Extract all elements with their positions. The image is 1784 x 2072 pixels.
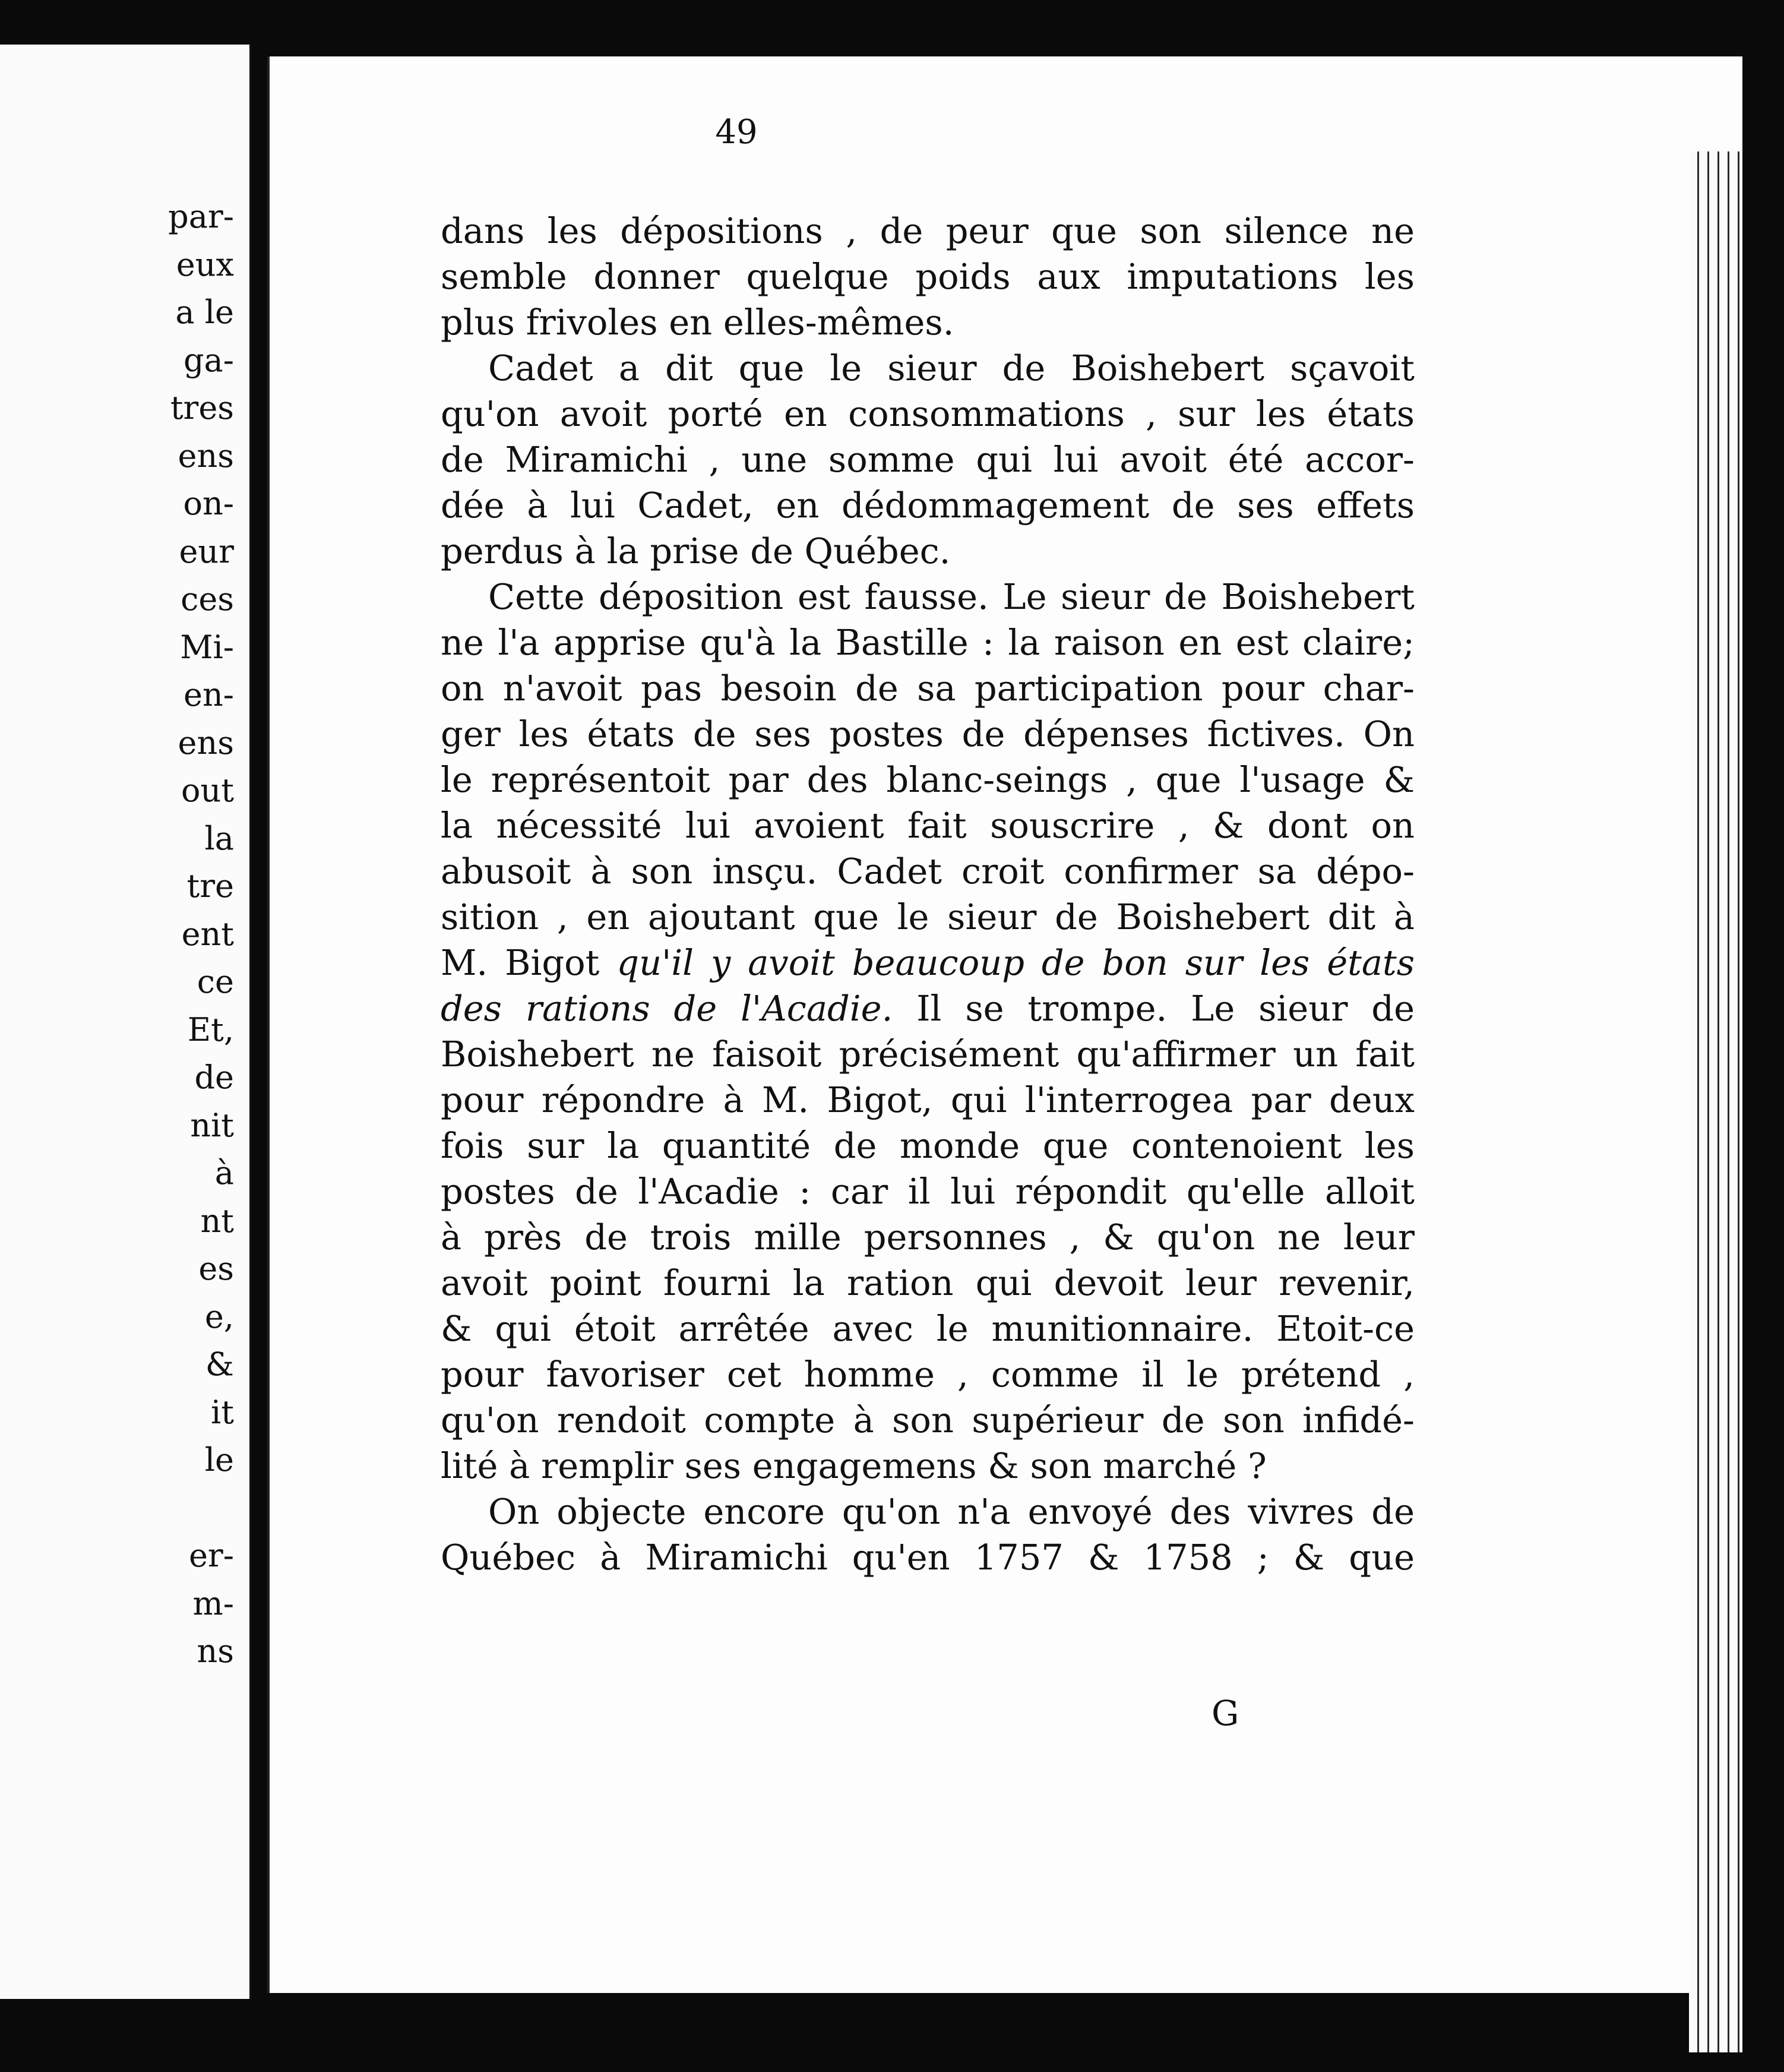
left-line: eur [179, 532, 234, 570]
left-line: la [204, 819, 234, 857]
text-line: à près de trois mille personnes , & qu'on ne leur [441, 1217, 1415, 1258]
left-line: le [204, 1441, 234, 1479]
text-line [441, 986, 1415, 1031]
left-line: Et, [187, 1010, 234, 1048]
text-line: On objecte encore qu'on n'a envoyé des vivres de [488, 1491, 1415, 1532]
italic-quote: des rations de l'Acadie. [441, 988, 893, 1029]
left-line: à [214, 1154, 234, 1192]
text-line: on n'avoit pas besoin de sa participation pour char- [441, 668, 1415, 709]
left-line: it [211, 1393, 234, 1431]
left-line: m- [192, 1584, 234, 1622]
text-line: postes de l'Acadie : car il lui répondit qu'elle alloit [441, 1171, 1415, 1212]
left-line: er- [188, 1537, 234, 1574]
left-line: tre [186, 867, 234, 905]
text-line: Cette déposition est fausse. Le sieur de Boishebert [488, 576, 1415, 617]
text-line: pour répondre à M. Bigot, qui l'interrogea par deux [441, 1079, 1415, 1120]
left-line: ens [178, 437, 234, 475]
left-line: ent [181, 915, 234, 953]
left-line: par- [168, 198, 234, 235]
text-line: le représentoit par des blanc-seings , que l'usage & [441, 759, 1415, 800]
text-line: abusoit à son insçu. Cadet croit confirmer sa dépo- [441, 851, 1415, 892]
left-line: Mi- [180, 628, 234, 666]
left-line: ce [197, 963, 234, 1000]
left-page [0, 45, 252, 1999]
text-line [441, 940, 1415, 986]
left-line: nt [200, 1202, 234, 1240]
text-line: qu'on avoit porté en consommations , sur les états [441, 393, 1415, 434]
text-line: Québec à Miramichi qu'en 1757 & 1758 ; & que [441, 1537, 1415, 1578]
text-line: pour favoriser cet homme , comme il le prétend , [441, 1354, 1415, 1395]
left-line: de [194, 1059, 234, 1096]
signature-mark: G [1212, 1693, 1239, 1733]
left-line: e, [204, 1297, 234, 1335]
text-line: dans les dépositions , de peur que son silence ne [441, 210, 1415, 251]
body-text [441, 208, 1415, 1580]
page-edge-strips [1689, 151, 1742, 2052]
text-line: ne l'a apprise qu'à la Bastille : la raison en est claire; [441, 622, 1415, 663]
left-line: & [205, 1345, 234, 1383]
text-line: fois sur la quantité de monde que contenoient les [441, 1125, 1415, 1166]
left-line: ns [197, 1632, 234, 1670]
left-line: ga- [183, 341, 234, 379]
left-page-text [121, 193, 234, 1676]
left-line: tres [170, 389, 234, 427]
left-line: on- [183, 485, 234, 522]
text-fragment: Il se trompe. Le sieur de [916, 988, 1415, 1029]
text-line: ger les états de ses postes de dépenses fictives. On [441, 713, 1415, 754]
text-line: la nécessité lui avoient fait souscrire , & dont on [441, 805, 1415, 846]
left-line: nit [190, 1106, 234, 1144]
text-line: semble donner quelque poids aux imputations les [441, 256, 1415, 297]
italic-quote: qu'il y avoit beaucoup de bon sur les états [616, 942, 1415, 983]
left-line: en- [184, 676, 234, 713]
left-line [121, 1484, 234, 1533]
text-line: perdus à la prise de Québec. [441, 530, 951, 571]
text-line: de Miramichi , une somme qui lui avoit été accor- [441, 439, 1415, 480]
left-line: es [198, 1250, 234, 1287]
page-number: 49 [715, 113, 758, 151]
text-line: sition , en ajoutant que le sieur de Boishebert dit à [441, 896, 1415, 937]
text-line: avoit point fourni la ration qui devoit leur revenir, [441, 1262, 1415, 1303]
left-line: ces [181, 580, 234, 618]
left-line: a le [175, 293, 234, 331]
left-line: eux [176, 245, 234, 283]
text-line: plus frivoles en elles-mêmes. [441, 302, 954, 343]
text-line: Cadet a dit que le sieur de Boishebert sçavoit [488, 348, 1415, 389]
text-line: qu'on rendoit compte à son supérieur de son infidé- [441, 1400, 1415, 1441]
text-line: dée à lui Cadet, en dédommagement de ses effets [441, 485, 1415, 526]
left-line: out [181, 772, 234, 809]
text-line: Boishebert ne faisoit précisément qu'affirmer un fait [441, 1034, 1415, 1075]
text-line: & qui étoit arrêtée avec le munitionnaire. Etoit-ce [441, 1308, 1415, 1349]
text-line: lité à remplir ses engagemens & son marché ? [441, 1445, 1267, 1486]
text-fragment: M. Bigot [441, 942, 600, 983]
left-line: ens [178, 724, 234, 762]
